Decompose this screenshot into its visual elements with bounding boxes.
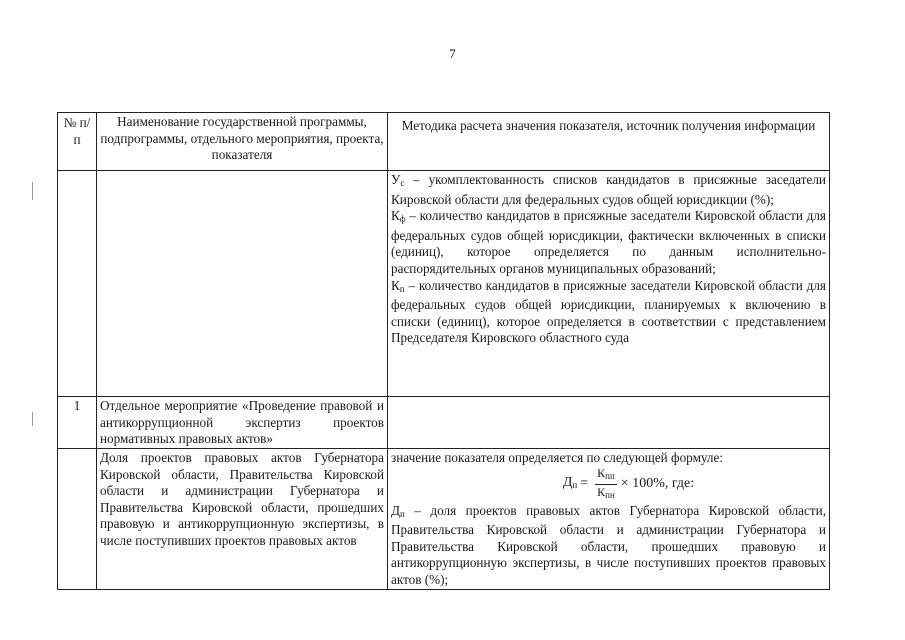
definition-text: – количество кандидатов в присяжные заседатели Кировской области для федеральных судов общей юрисдикции, планируемых к включению в списки (единиц), которое определяется в соответствии с представлением Председателя Кировского областного суда xyxy=(391,277,826,346)
definition-dp xyxy=(391,503,826,589)
formula-lhs xyxy=(563,475,577,494)
cell-name xyxy=(97,171,388,397)
symbol: К xyxy=(597,466,606,481)
symbol: К xyxy=(391,208,400,224)
cell-name: Отдельное мероприятие «Проведение правовой и антикоррупционной экспертиз проектов нормативных правовых актов» xyxy=(97,397,388,449)
table-header-row xyxy=(58,113,830,171)
symbol: К xyxy=(391,277,400,293)
definition-kf xyxy=(391,208,826,277)
definition-uc xyxy=(391,172,826,208)
symbol-subscript: п xyxy=(400,508,405,519)
symbol: Д xyxy=(562,475,573,491)
symbol: Д xyxy=(391,502,400,518)
definition-text: – доля проектов правовых актов Губернатора Кировской области, Правительства Кировской области и администрации Губернатора и Правительства Кировской области, прошедших правовую и антикоррупционную экспертизы, в числе поступивших проектов правовых актов (%); xyxy=(391,502,826,587)
formula xyxy=(391,467,826,503)
formula-rhs: × 100%, где: xyxy=(620,476,695,492)
formula-fraction xyxy=(595,467,617,502)
cell-number xyxy=(58,449,97,590)
cell-name: Доля проектов правовых актов Губернатора Кировской области, Правительства Кировской области и администрации Губернатора и Правительства Кировской области, прошедших правовую и антикоррупционную экспертизы, в числе поступивших проектов правовых актов xyxy=(97,449,388,590)
symbol: У xyxy=(391,172,401,187)
table-row xyxy=(58,171,830,397)
page-number: 7 xyxy=(449,46,456,61)
symbol-subscript: п xyxy=(399,283,405,294)
fraction-denominator xyxy=(595,485,617,502)
cell-methodology xyxy=(388,449,830,590)
symbol-subscript: ф xyxy=(399,214,406,225)
header-number: № п/п xyxy=(58,113,97,171)
definition-text: – количество кандидатов в присяжные заседатели Кировской области для федеральных судов общей юрисдикции, фактически включенных в списки (единиц), которое определяется по данным исполнительно-распорядительных органов муниципальных образований; xyxy=(391,208,826,276)
symbol-subscript: п xyxy=(572,480,578,491)
margin-mark xyxy=(32,412,33,426)
symbol: К xyxy=(597,485,606,500)
methodology-table xyxy=(57,112,830,590)
table-row xyxy=(58,397,830,449)
definition-kp xyxy=(391,278,826,347)
symbol-subscript: пн xyxy=(605,490,615,501)
header-name: Наименование государственной программы, подпрограммы, отдельного мероприятия, проекта, показателя xyxy=(97,113,388,171)
symbol-subscript: пп xyxy=(605,471,615,482)
cell-number: 1 xyxy=(58,397,97,449)
cell-methodology xyxy=(388,171,830,397)
definition-text: – укомплектованность списков кандидатов в присяжные заседатели Кировской области для федеральных судов общей юрисдикции (%); xyxy=(391,172,826,207)
table-row xyxy=(58,449,830,590)
symbol-subscript: с xyxy=(400,178,405,188)
cell-number xyxy=(58,171,97,397)
formula-intro: значение показателя определяется по следующей формуле: xyxy=(391,450,724,465)
margin-mark xyxy=(32,182,33,200)
cell-methodology xyxy=(388,397,830,449)
formula-equals: = xyxy=(580,476,589,492)
header-methodology: Методика расчета значения показателя, источник получения информации xyxy=(388,113,830,171)
fraction-numerator xyxy=(595,467,617,485)
